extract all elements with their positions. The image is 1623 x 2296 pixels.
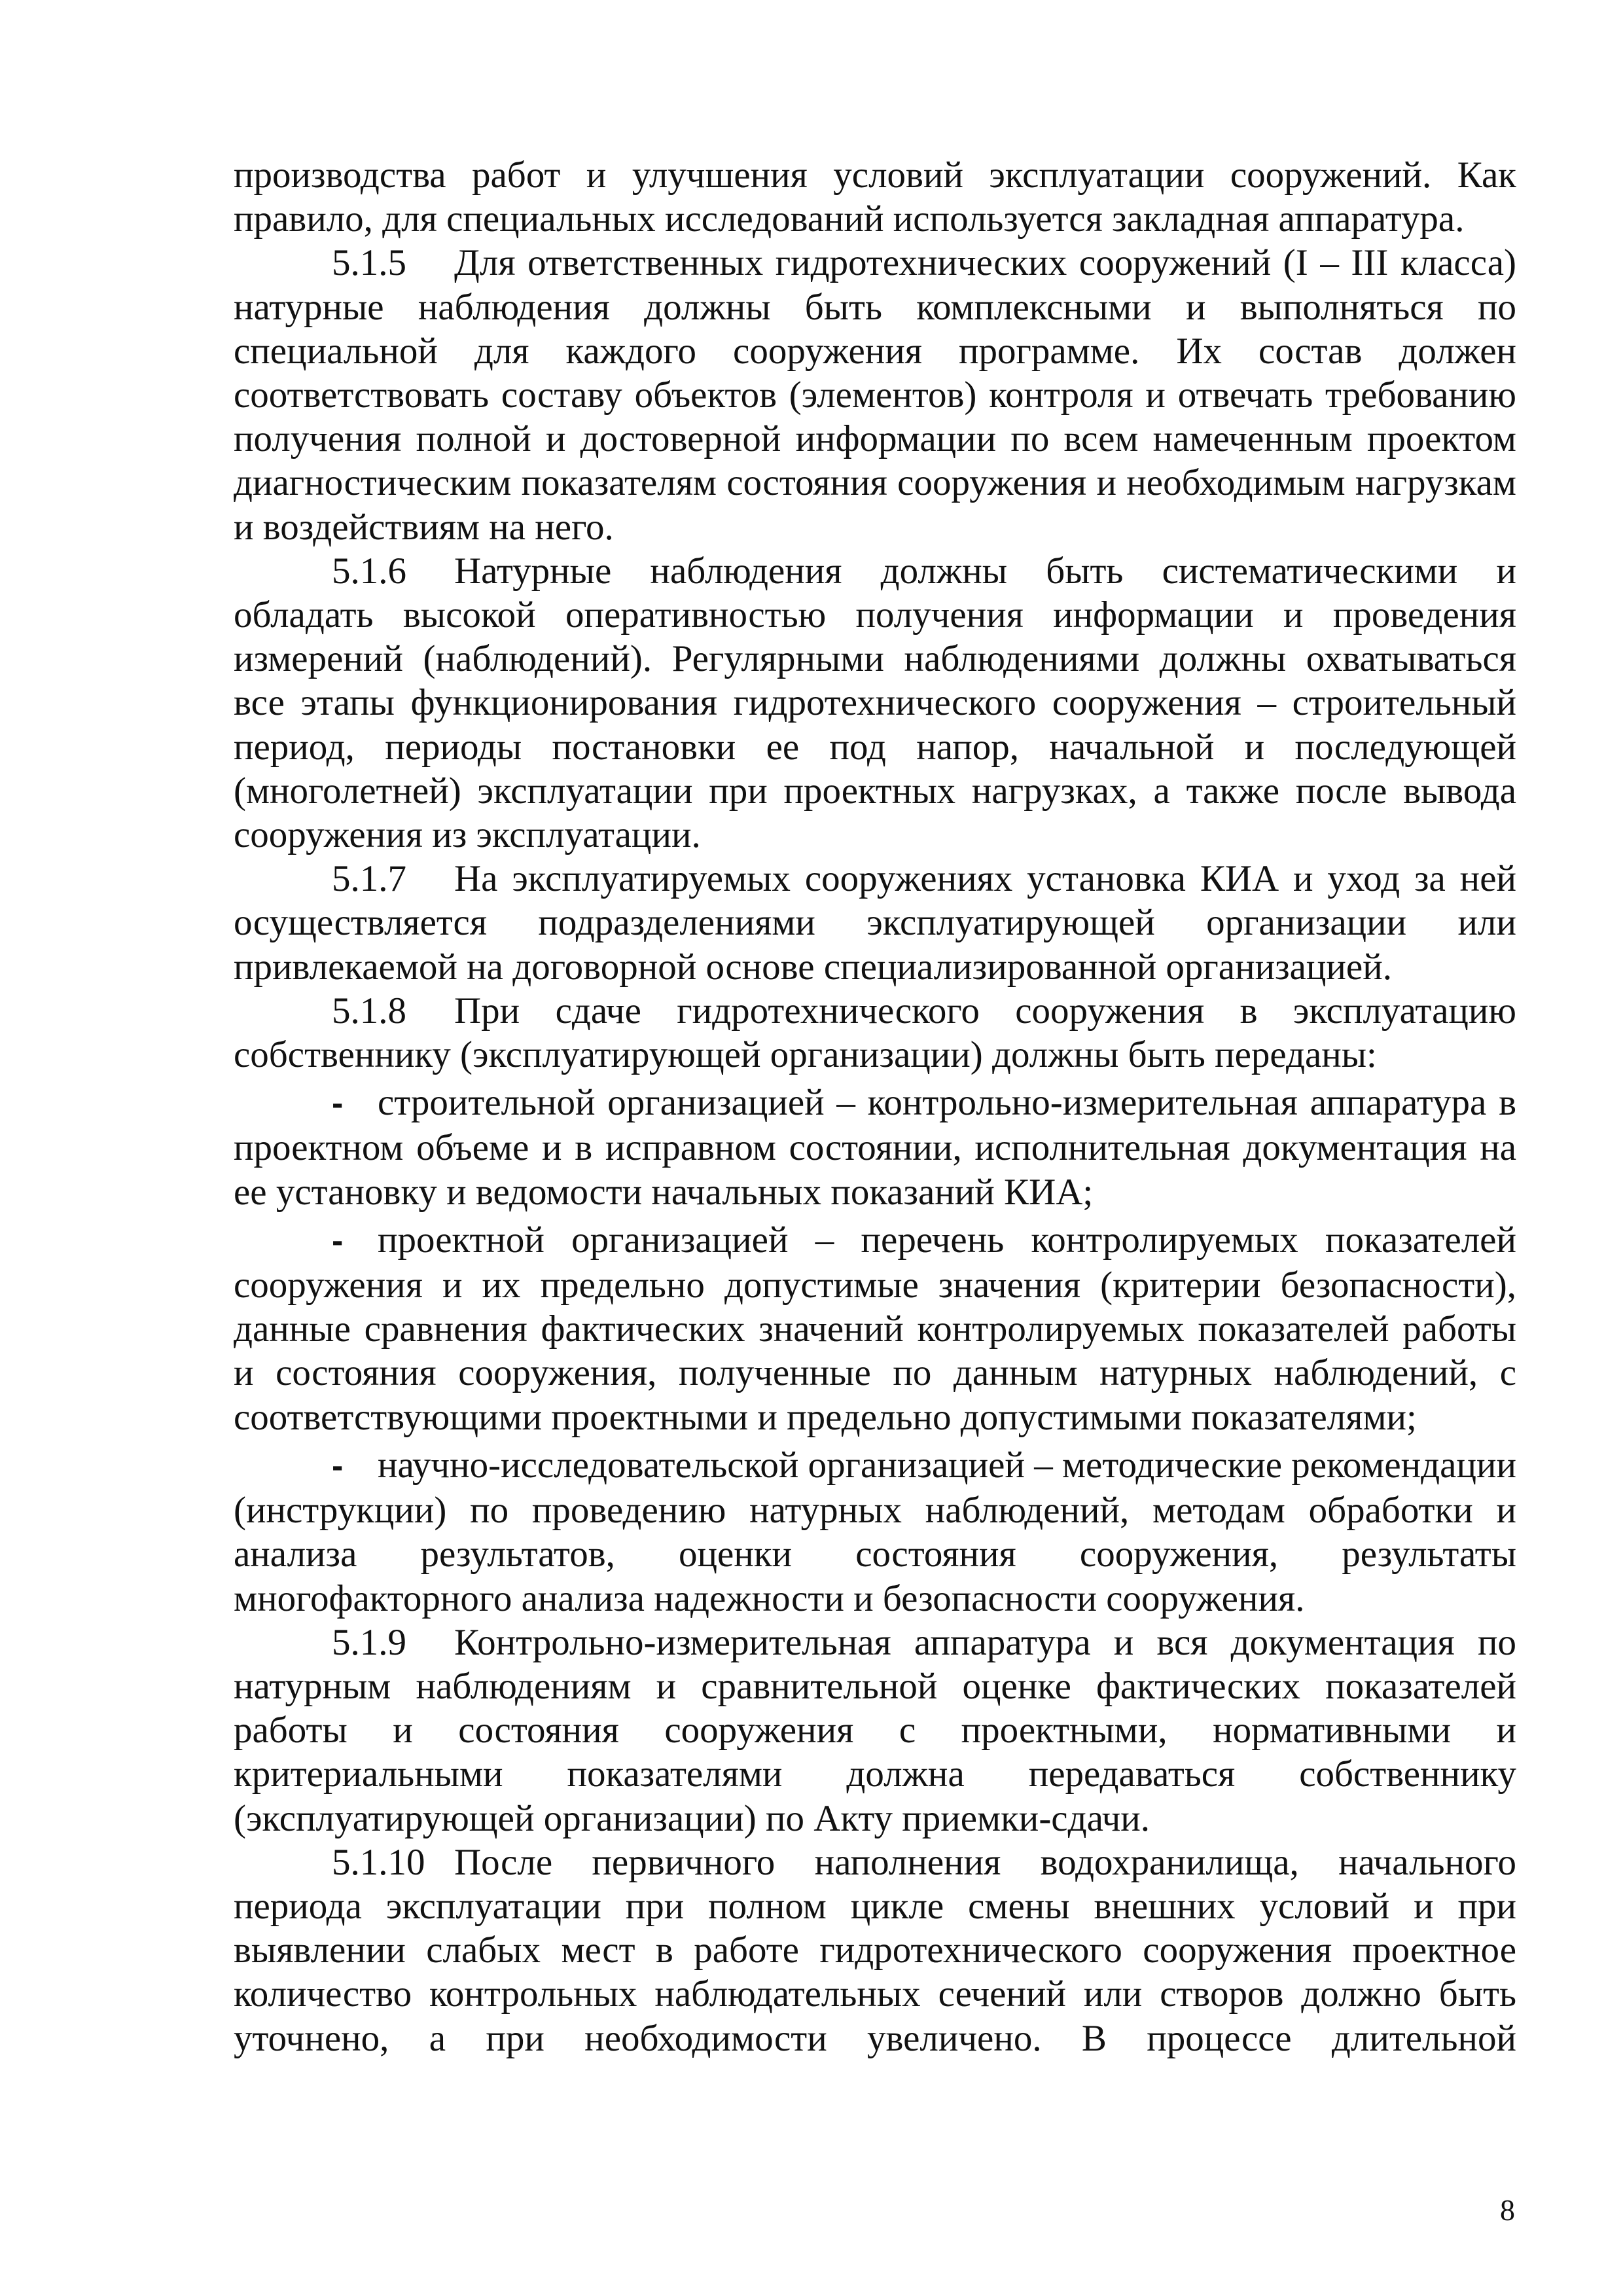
clause-text: Для ответственных гидротехнических сооружений (I – III класса) натурные наблюдения должны быть комплексными и выполняться по специальной для каждого сооружения программе. Их состав должен соответствовать составу объектов (элементов) контроля и отвечать требованию получения полной и достоверной информации по всем намеченным проектом диагностическим показателям состояния сооружения и необходимым нагрузкам и воздействиям на него. (234, 242, 1516, 548)
clause-number: 5.1.9 (332, 1621, 406, 1663)
clause-text: Натурные наблюдения должны быть систематическими и обладать высокой оперативностью получения информации и проведения измерений (наблюдений). Регулярными наблюдениями должны охватываться все этапы функционирования гидротехнического сооружения – строительный период, периоды постановки ее под напор, начальной и последующей (многолетней) эксплуатации при проектных нагрузках, а также после вывода сооружения из эксплуатации. (234, 550, 1516, 856)
clause-5-1-7 (234, 857, 1516, 989)
list-item (234, 1081, 1516, 1214)
clause-number: 5.1.10 (332, 1841, 425, 1883)
clause-5-1-5 (234, 241, 1516, 548)
clause-number: 5.1.6 (332, 550, 406, 592)
clause-5-1-10 (234, 1840, 1516, 2060)
bullet-marker: - (332, 1085, 344, 1123)
body-text (234, 153, 1516, 2060)
clause-number: 5.1.8 (332, 990, 406, 1031)
bullet-marker: - (332, 1446, 344, 1485)
clause-text: При сдаче гидротехнического сооружения в эксплуатацию собственнику (эксплуатирующей организации) должны быть переданы: (234, 990, 1516, 1076)
list-item (234, 1218, 1516, 1439)
clause-number: 5.1.7 (332, 858, 406, 900)
clause-text: Контрольно-измерительная аппаратура и вся документация по натурным наблюдениям и сравнительной оценке фактических показателей работы и состояния сооружения с проектными, нормативными и критериальными показателями должна передаваться собственнику (эксплуатирующей организации) по Акту приемки-сдачи. (234, 1621, 1516, 1839)
page-number: 8 (1500, 2193, 1515, 2227)
intro-paragraph: производства работ и улучшения условий эксплуатации сооружений. Как правило, для специальных исследований используется закладная аппаратура. (234, 154, 1516, 240)
list-item-text: проектной организацией – перечень контролируемых показателей сооружения и их предельно допустимые значения (критерии безопасности), данные сравнения фактических значений контролируемых показателей работы и состояния сооружения, полученные по данным натурных наблюдений, с соответствующими проектными и предельно допустимыми показателями; (234, 1219, 1516, 1438)
clause-5-1-9 (234, 1621, 1516, 1840)
list-item-text: строительной организацией – контрольно-измерительная аппаратура в проектном объеме и в исправном состоянии, исполнительная документация на ее установку и ведомости начальных показаний КИА; (234, 1082, 1516, 1213)
clause-5-1-8 (234, 989, 1516, 1077)
bullet-marker: - (332, 1221, 344, 1260)
clause-5-1-6 (234, 549, 1516, 857)
list-item-text: научно-исследовательской организацией – методические рекомендации (инструкции) по проведению натурных наблюдений, методам обработки и анализа результатов, оценки состояния сооружения, результаты многофакторного анализа надежности и безопасности сооружения. (234, 1444, 1516, 1619)
clause-text: На эксплуатируемых сооружениях установка КИА и уход за ней осуществляется подразделениями эксплуатирующей организации или привлекаемой на договорной основе специализированной организацией. (234, 858, 1516, 988)
clause-text: После первичного наполнения водохранилища, начального периода эксплуатации при полном цикле смены внешних условий и при выявлении слабых мест в работе гидротехнического сооружения проектное количество контрольных наблюдательных сечений или створов должно быть уточнено, а при необходимости увеличено. В процессе длительной (234, 1841, 1516, 2059)
list-item (234, 1443, 1516, 1621)
clause-number: 5.1.5 (332, 242, 406, 284)
